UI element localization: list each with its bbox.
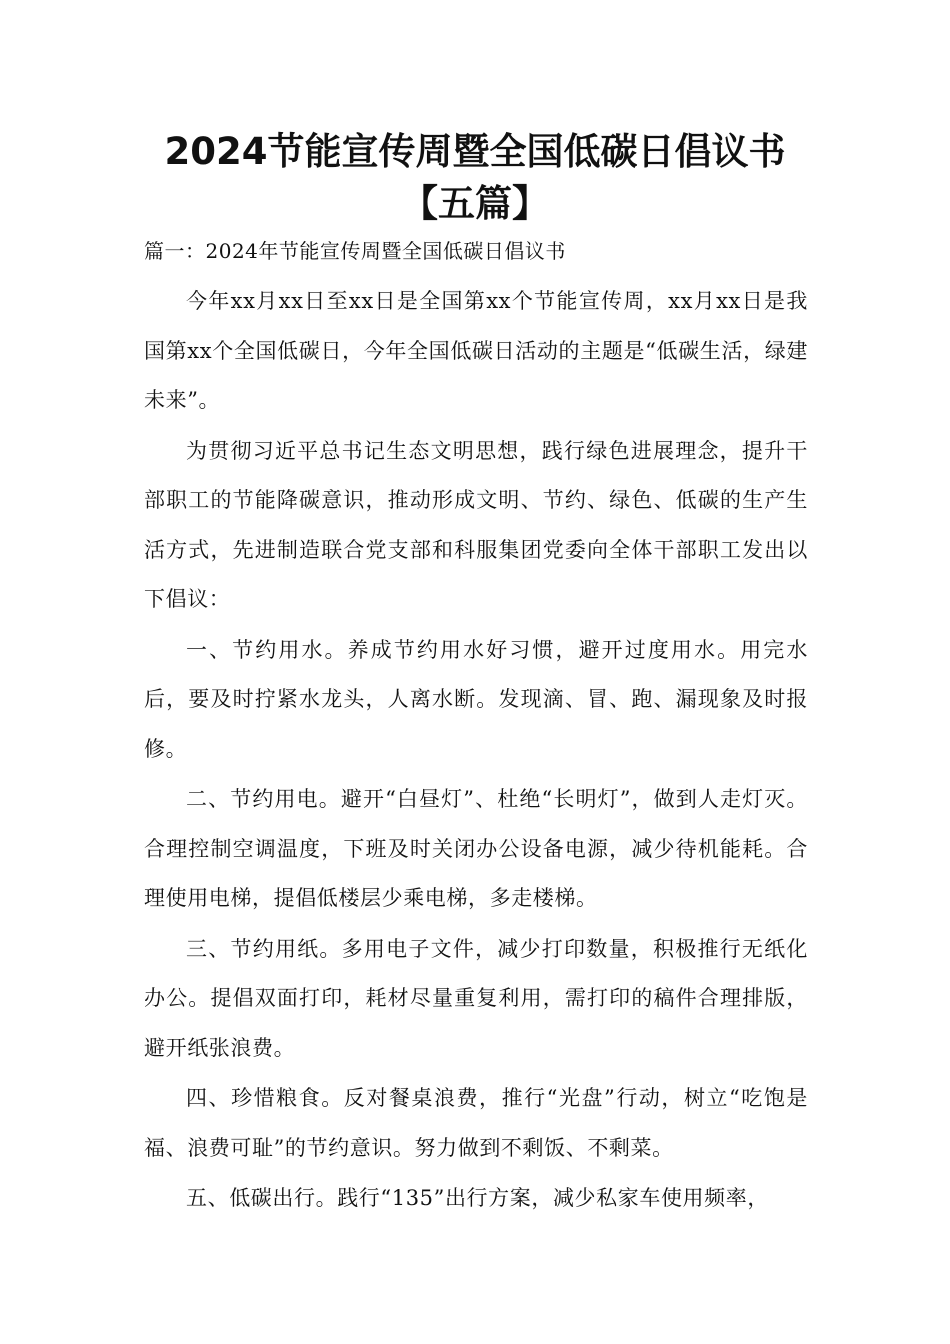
paragraph-purpose: 为贯彻习近平总书记生态文明思想，践行绿色进展理念，提升干部职工的节能降碳意识，推动形成文明、节约、绿色、低碳的生产生活方式，先进制造联合党支部和科服集团党委向全体干部职工发出以下倡议： [144, 438, 808, 611]
paragraph-intro: 今年xx月xx日至xx日是全国第xx个节能宣传周，xx月xx日是我国第xx个全国低碳日，今年全国低碳日活动的主题是“低碳生活，绿建未来”。 [144, 289, 808, 412]
paragraph-save-electricity: 二、节约用电。避开“白昼灯”、杜绝“长明灯”，做到人走灯灭。合理控制空调温度，下班及时关闭办公设备电源，减少待机能耗。合理使用电梯，提倡低楼层少乘电梯，多走楼梯。 [144, 787, 808, 910]
document-title-line1: 2024节能宣传周暨全国低碳日倡议书 [164, 130, 786, 173]
paragraph-low-carbon-travel: 五、低碳出行。践行“135”出行方案，减少私家车使用频率， [186, 1186, 769, 1210]
paragraph-cherish-food: 四、珍惜粮食。反对餐桌浪费，推行“光盘”行动，树立“吃饱是福、浪费可耻”的节约意识。努力做到不剩饭、不剩菜。 [144, 1086, 808, 1160]
paragraph-save-water: 一、节约用水。养成节约用水好习惯，避开过度用水。用完水后，要及时拧紧水龙头，人离水断。发现滴、冒、跑、漏现象及时报修。 [144, 637, 808, 761]
document-body [144, 226, 808, 1224]
paragraph-save-paper: 三、节约用纸。多用电子文件，减少打印数量，积极推行无纸化办公。提倡双面打印，耗材尽量重复利用，需打印的稿件合理排版，避开纸张浪费。 [144, 936, 808, 1060]
document-title-line2: 【五篇】 [401, 182, 549, 225]
section-heading: 篇一：2024年节能宣传周暨全国低碳日倡议书 [144, 239, 566, 263]
